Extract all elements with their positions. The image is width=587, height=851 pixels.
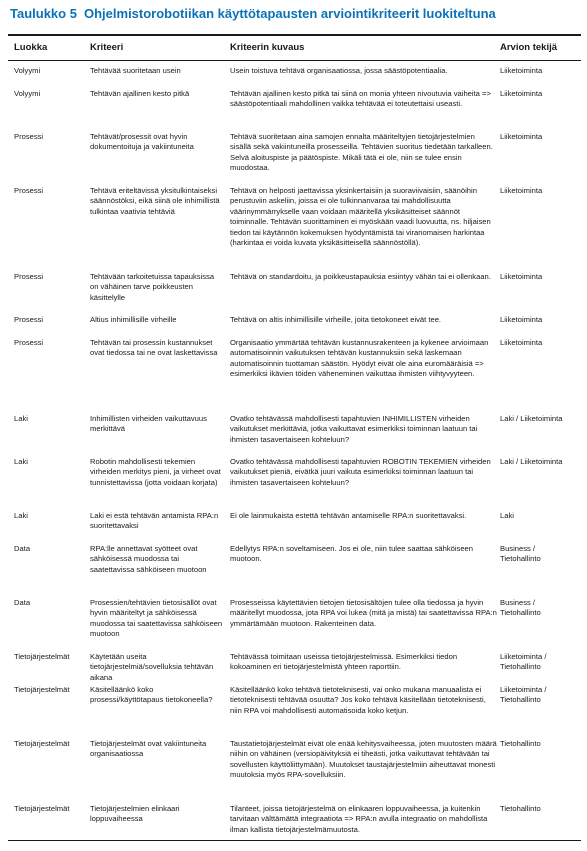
row-arvion-tekija-line: Laki / Liiketoiminta	[500, 457, 563, 466]
table-body	[8, 66, 581, 849]
row-kuvaus: Prosesseissa käytettävien tietojen tietosisältöjen tulee olla tiedossa ja hyvin määritellyt muodossa, jota RPA voi lukea (mitä ja mistä) tai saatettavissa RPA:n ymmärtämään muotoon. Rakenteinen data.	[230, 598, 497, 628]
row-arvion-tekija-line: Tietohallinto	[500, 739, 541, 748]
row-arvion-tekija	[500, 272, 581, 282]
row-arvion-tekija-line: Liiketoiminta	[500, 338, 543, 347]
table-row	[8, 66, 581, 89]
row-kuvaus: Tehtävä on helposti jaettavissa yksinkertaisiin ja suoraviivaisiin, säänöihin perustuviin askeliin, joissa ei ole tulkinnanvaraa tai mahdollisuutta väärinymmärrykselle vaan voidaan määritellä yksikäsitteiset säännöt toiminnalle. Tehtävän suorittaminen ei myöskään vaadi luovuutta, ns. hiljaisen tiedon tai käytännön kokemuksen hyödyntämistä tai viranomaisen harkintaa (harkintaa ei voida kuvata yksikäsitteisellä säännöstöllä).	[230, 186, 491, 248]
row-luokka: Prosessi	[14, 338, 44, 347]
row-arvion-tekija-line: Liiketoiminta	[500, 315, 543, 324]
row-arvion-tekija-line: Liiketoiminta	[500, 272, 543, 281]
row-arvion-tekija	[500, 66, 581, 76]
table-row	[8, 544, 581, 598]
header-luokka: Luokka	[14, 42, 48, 53]
table-row	[8, 652, 581, 685]
header-kriteeri: Kriteeri	[90, 42, 124, 53]
table-header	[8, 36, 581, 60]
row-kuvaus: Tehtävä on standardoitu, ja poikkeustapauksia esiintyy vähän tai ei ollenkaan.	[230, 272, 491, 281]
row-kuvaus: Käsitelläänkö koko tehtävä tietoteknisesti, vai onko mukana manuaalista ei tietoteknisesti tehtävää osuutta? Jos koko tehtävä käsitellään tietoteknisesti, niin RPA voi mahdollisesti automatisoida koko ketjun.	[230, 685, 486, 715]
table-row	[8, 511, 581, 544]
row-luokka: Tietojärjestelmät	[14, 739, 70, 748]
table-title: Ohjelmistorobotiikan käyttötapausten arviointikriteerit luokiteltuna	[84, 6, 496, 21]
row-arvion-tekija	[500, 186, 581, 196]
row-kriteeri: Prosessien/tehtävien tietosisällöt ovat hyvin määriteltyt ja sähköisessä muodossa tai saatettavissa sähköiseen muotoon	[90, 598, 223, 639]
header-kuvaus: Kriteerin kuvaus	[230, 42, 305, 53]
table-row	[8, 739, 581, 804]
row-arvion-tekija-line: Liiketoiminta	[500, 132, 543, 141]
table-bottom-rule	[8, 840, 581, 841]
row-kriteeri: Altius inhimillisille virheille	[90, 315, 177, 324]
table-row	[8, 338, 581, 414]
table-row	[8, 89, 581, 132]
table-row	[8, 272, 581, 315]
row-arvion-tekija-line: Liiketoiminta	[500, 66, 543, 75]
row-kuvaus: Ovatko tehtävässä mahdollisesti tapahtuvien ROBOTIN TEKEMIEN virheiden vaikutukset pieniä, eivätkä juuri vaikuta esimerkiksi toiminnan laatuun tai ihmisten tasavertaiseen kohteluun?	[230, 457, 491, 487]
table-row	[8, 685, 581, 739]
row-luokka: Data	[14, 544, 31, 553]
row-arvion-tekija	[500, 457, 581, 467]
row-kriteeri: Tehtävät/prosessit ovat hyvin dokumentoituja ja vakiintuneita	[90, 132, 194, 152]
row-arvion-tekija	[500, 739, 581, 749]
table-row	[8, 457, 581, 511]
row-kuvaus: Ei ole lainmukaista estettä tehtävän antamiselle RPA:n suoritettavaksi.	[230, 511, 467, 520]
row-arvion-tekija	[500, 511, 581, 521]
row-arvion-tekija	[500, 132, 581, 142]
table-row	[8, 186, 581, 272]
row-arvion-tekija-line: Liiketoiminta	[500, 186, 543, 195]
row-kuvaus: Usein toistuva tehtävä organisaatiossa, jossa säästöpotentiaalia.	[230, 66, 448, 75]
row-kriteeri: Laki ei estä tehtävän antamista RPA:n suoritettavaksi	[90, 511, 219, 531]
row-arvion-tekija-line: Tietohallinto	[500, 804, 541, 813]
row-kriteeri: Käsitelläänkö koko prosessi/käyttötapaus tietokoneella?	[90, 685, 213, 705]
row-arvion-tekija	[500, 544, 581, 565]
row-kuvaus: Edellytys RPA:n soveltamiseen. Jos ei ole, niin tulee saattaa sähköiseen muotoon.	[230, 544, 473, 564]
row-luokka: Prosessi	[14, 186, 44, 195]
row-arvion-tekija-line: Laki	[500, 511, 514, 520]
row-kriteeri: Tehtävää suoritetaan usein	[90, 66, 181, 75]
row-arvion-tekija-line: Business /	[500, 598, 536, 607]
row-arvion-tekija	[500, 338, 581, 348]
row-arvion-tekija	[500, 652, 581, 673]
row-arvion-tekija-line: Laki / Liiketoiminta	[500, 414, 563, 423]
row-arvion-tekija	[500, 89, 581, 99]
row-arvion-tekija-line: Tietohallinto	[500, 662, 541, 672]
row-luokka: Laki	[14, 414, 28, 423]
row-kriteeri: Tietojärjestelmät ovat vakiintuneita organisaatiossa	[90, 739, 207, 759]
row-arvion-tekija	[500, 315, 581, 325]
row-arvion-tekija-line: Tietohallinto	[500, 695, 541, 705]
row-luokka: Volyymi	[14, 66, 41, 75]
table-row	[8, 414, 581, 457]
row-arvion-tekija-line: Liiketoiminta /	[500, 685, 547, 694]
row-arvion-tekija-line: Business /	[500, 544, 536, 553]
row-kuvaus: Taustatietojärjestelmät eivät ole enää kehitysvaiheessa, joten muutosten määrä niihin on vähäinen (versiopäivityksiä ei tiheästi, jotka vaikuttavat tehtävään tai sovellusten käyttöliittymään). Muutokset taustajärjestelmiin aiheuttavat monesti muutoksia myös RPA-sovelluksiin.	[230, 739, 497, 780]
row-arvion-tekija-line: Liiketoiminta	[500, 89, 543, 98]
row-arvion-tekija-line: Liiketoiminta /	[500, 652, 547, 661]
table-caption	[10, 6, 580, 21]
row-luokka: Tietojärjestelmät	[14, 685, 70, 694]
row-luokka: Prosessi	[14, 272, 44, 281]
row-arvion-tekija	[500, 685, 581, 706]
row-luokka: Laki	[14, 511, 28, 520]
row-kriteeri: Käytetään useita tietojärjestelmiä/sovelluksia tehtävän aikana	[90, 652, 214, 682]
row-arvion-tekija-line: Tietohallinto	[500, 608, 541, 618]
row-arvion-tekija-line: Tietohallinto	[500, 554, 541, 564]
row-luokka: Tietojärjestelmät	[14, 652, 70, 661]
row-kriteeri: Robotin mahdollisesti tekemien virheiden merkitys pieni, ja virheet ovat tunnistettavissa (jotta voidaan korjata)	[90, 457, 221, 487]
table-number: Taulukko 5	[10, 6, 77, 21]
row-kriteeri: Inhimillisten virheiden vaikuttavuus merkittävä	[90, 414, 207, 434]
table-header-rule	[8, 60, 581, 61]
row-arvion-tekija	[500, 804, 581, 814]
row-kuvaus: Tehtävä on altis inhimillisille virheille, joita tietokoneet eivät tee.	[230, 315, 442, 324]
table-row	[8, 804, 581, 849]
row-arvion-tekija	[500, 598, 581, 619]
row-luokka: Prosessi	[14, 315, 44, 324]
row-kuvaus: Tehtävän ajallinen kesto pitkä tai siinä on monia yhteen nivoutuvia vaiheita => säästöpotentiaali mahdollinen vaikka tehtävää ei toteutettaisi useasti.	[230, 89, 491, 109]
row-kuvaus: Tehtävässä toimitaan useissa tietojärjestelmissä. Esimerkiksi tiedon kokoaminen eri tietojärjestelmistä yhteen raporttiin.	[230, 652, 458, 672]
row-kuvaus: Organisaatio ymmärtää tehtävän kustannusrakenteen ja kykenee arvioimaan automatisoinnin vaikutuksen tehtävän kustannuksiin sekä laskemaan automatisoinnin tuottaman säästön. Hyödyt eivät ole aina euromääräisiä => esimerkiksi ikävien töiden väheneminen vaikuttaa ihmisten viihtyvyyteen.	[230, 338, 489, 379]
table-row	[8, 598, 581, 652]
row-kriteeri: Tehtävän ajallinen kesto pitkä	[90, 89, 190, 98]
table-row	[8, 315, 581, 338]
row-arvion-tekija	[500, 414, 581, 424]
row-kriteeri: Tietojärjestelmien elinkaari loppuvaiheessa	[90, 804, 180, 824]
row-luokka: Prosessi	[14, 132, 44, 141]
row-luokka: Tietojärjestelmät	[14, 804, 70, 813]
row-kriteeri: Tehtävään tarkoitetuissa tapauksissa on vähäinen tarve poikkeusten käsittelylle	[90, 272, 215, 302]
row-kriteeri: Tehtävä eriteltävissä yksitulkintaiseksi säännöstöksi, eikä siinä ole inhimillistä tulkintaa vaativia tehtäviä	[90, 186, 220, 216]
row-luokka: Data	[14, 598, 31, 607]
row-luokka: Volyymi	[14, 89, 41, 98]
row-kriteeri: RPA:lle annettavat syötteet ovat sähköisessä muodossa tai saatettavissa sähköiseen muotoon	[90, 544, 207, 574]
row-luokka: Laki	[14, 457, 28, 466]
row-kuvaus: Ovatko tehtävässä mahdollisesti tapahtuvien INHIMILLISTEN virheiden vaikutukset merkittäviä, jotka vaikuttavat esimerkiksi toiminnan laatuun tai ihmisten tasavertaiseen kohteluun?	[230, 414, 478, 444]
header-arvion-tekija: Arvion tekijä	[500, 42, 558, 53]
table-row	[8, 132, 581, 186]
row-kriteeri: Tehtävän tai prosessin kustannukset ovat tiedossa tai ne ovat laskettavissa	[90, 338, 218, 358]
row-kuvaus: Tehtävä suoritetaan aina samojen ennalta määriteltyjen tietojärjestelmien sisällä sekä vakiintuneilla prosesseilla. Tehtävien suoritus tiedetään tarkalleen. Selvä aloituspiste ja päätöspiste. Mikäli tätä ei ole, niin se tulee ensin muodostaa.	[230, 132, 493, 173]
row-kuvaus: Tilanteet, joissa tietojärjestelmä on elinkaaren loppuvaiheessa, ja kuitenkin tarvitaan välttämättä integraatiota => RPA:n avulla integraatio on mahdollista ilman kallista tietojärjestelmämuutosta.	[230, 804, 488, 834]
